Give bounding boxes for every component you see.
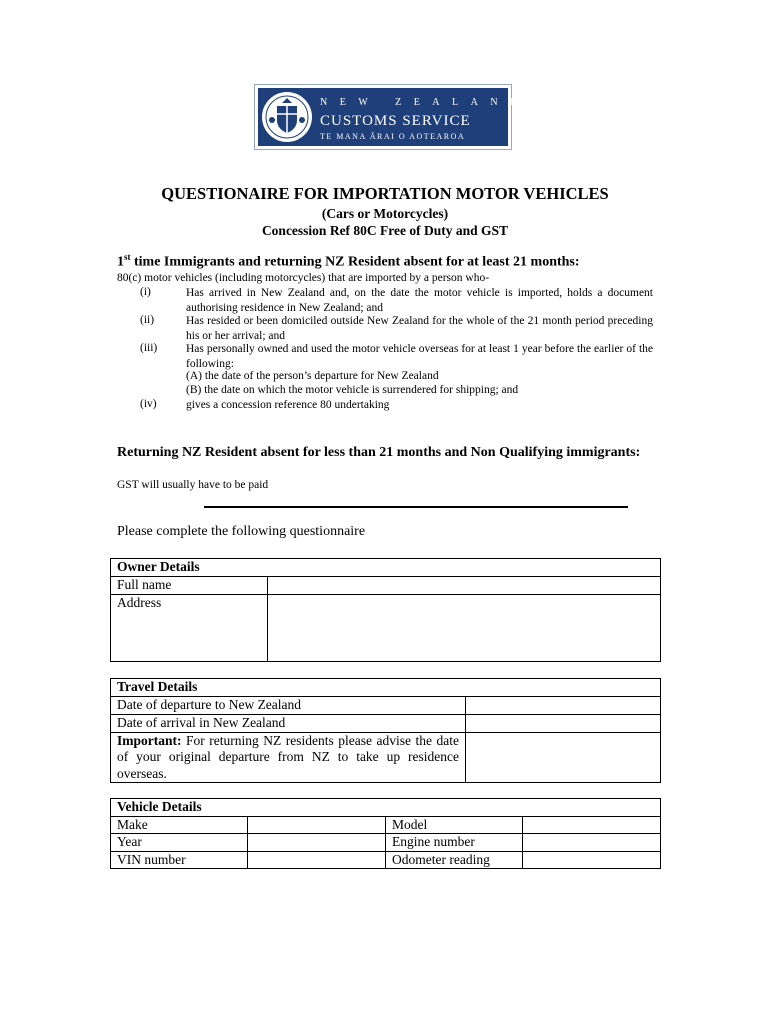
engine-number-label: Engine number bbox=[386, 834, 523, 852]
travel-details-table bbox=[110, 678, 661, 783]
page-title: QUESTIONAIRE FOR IMPORTATION MOTOR VEHICLES bbox=[161, 184, 609, 203]
owner-details-heading: Owner Details bbox=[111, 559, 661, 577]
clause-number: (iv) bbox=[140, 398, 157, 410]
logo-country-text: NEW ZEALAND bbox=[320, 97, 530, 108]
section2-heading: Returning NZ Resident absent for less than 21 months and Non Qualifying immigrants: bbox=[117, 445, 641, 460]
page-subtitle: (Cars or Motorcycles) bbox=[321, 206, 449, 221]
departure-date-field[interactable] bbox=[466, 696, 661, 714]
heading-number: 1 bbox=[117, 254, 124, 270]
crest-icon bbox=[260, 90, 314, 144]
make-label: Make bbox=[111, 816, 248, 834]
clause-number: (ii) bbox=[140, 314, 155, 326]
owner-details-table bbox=[110, 558, 661, 662]
vin-label: VIN number bbox=[111, 851, 248, 869]
original-departure-field[interactable] bbox=[466, 732, 661, 783]
clause-text: Has resided or been domiciled outside New Zealand for the whole of the 21 month period preceding his or her arrival; and bbox=[186, 315, 653, 342]
concession-reference: Concession Ref 80C Free of Duty and GST bbox=[261, 223, 509, 238]
important-text: For returning NZ residents please advise the date of your original departure from NZ to take up residence overseas. bbox=[117, 732, 459, 781]
arrival-label: Date of arrival in New Zealand bbox=[111, 714, 466, 732]
subclause-a: (A) the date of the person’s departure for New Zealand bbox=[186, 370, 439, 382]
subclause-b: (B) the date on which the motor vehicle is surrendered for shipping; and bbox=[186, 384, 519, 396]
clause-text: Has personally owned and used the motor vehicle overseas for at least 1 year before the earlier of the following: bbox=[186, 343, 653, 370]
divider bbox=[204, 506, 628, 508]
full-name-field[interactable] bbox=[268, 577, 661, 595]
vin-field[interactable] bbox=[248, 851, 386, 869]
vehicle-details-table bbox=[110, 798, 661, 869]
travel-details-heading: Travel Details bbox=[111, 679, 661, 697]
vehicle-details-heading: Vehicle Details bbox=[111, 799, 661, 817]
make-field[interactable] bbox=[248, 816, 386, 834]
instruction-text: Please complete the following questionnaire bbox=[117, 524, 366, 539]
customs-logo bbox=[254, 84, 530, 150]
clause-number: (iii) bbox=[140, 342, 158, 354]
address-field[interactable] bbox=[268, 595, 661, 662]
engine-number-field[interactable] bbox=[523, 834, 661, 852]
clause-text: gives a concession reference 80 undertaking bbox=[186, 399, 390, 411]
gst-note: GST will usually have to be paid bbox=[117, 479, 269, 491]
section1-intro: 80(c) motor vehicles (including motorcycles) that are imported by a person who- bbox=[117, 272, 490, 284]
important-label: Important: bbox=[117, 732, 182, 748]
heading-ordinal: st bbox=[124, 252, 131, 262]
address-label: Address bbox=[111, 595, 268, 662]
logo-agency-text: CUSTOMS SERVICE bbox=[320, 113, 471, 129]
logo-maori-text: TE MANA ĀRAI O AOTEAROA bbox=[320, 132, 466, 141]
heading-text: time Immigrants and returning NZ Resident absent for at least 21 months: bbox=[130, 254, 580, 270]
model-field[interactable] bbox=[523, 816, 661, 834]
year-label: Year bbox=[111, 834, 248, 852]
year-field[interactable] bbox=[248, 834, 386, 852]
model-label: Model bbox=[386, 816, 523, 834]
full-name-label: Full name bbox=[111, 577, 268, 595]
clause-number: (i) bbox=[140, 286, 151, 298]
odometer-field[interactable] bbox=[523, 851, 661, 869]
odometer-label: Odometer reading bbox=[386, 851, 523, 869]
section1-heading bbox=[117, 252, 580, 271]
departure-label: Date of departure to New Zealand bbox=[111, 696, 466, 714]
logo-panel bbox=[258, 88, 530, 146]
arrival-date-field[interactable] bbox=[466, 714, 661, 732]
clause-text: Has arrived in New Zealand and, on the date the motor vehicle is imported, holds a document authorising residence in New Zealand; and bbox=[186, 287, 653, 314]
important-note bbox=[111, 732, 466, 783]
